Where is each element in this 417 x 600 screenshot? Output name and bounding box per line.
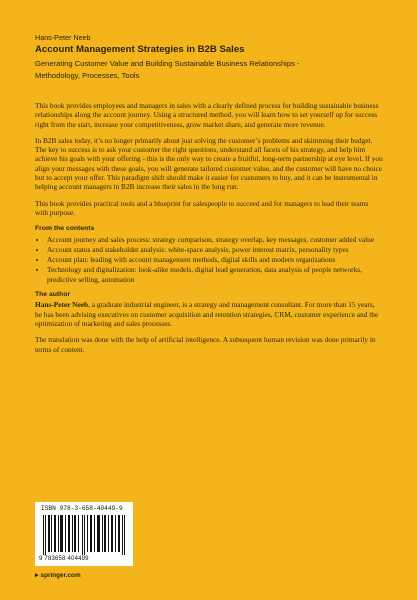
contents-heading: From the contents <box>35 225 95 233</box>
author-bio-name: Hans-Peter Neeb <box>35 300 89 310</box>
publisher-url: springer.com <box>40 571 81 579</box>
author-name-top: Hans-Peter Neeb <box>35 33 91 42</box>
publisher-link[interactable] <box>35 571 81 579</box>
barcode-bars <box>41 515 127 555</box>
book-subtitle: Generating Customer Value and Building Sustainable Business Relationships - Methodology, Processes, Tools <box>35 59 300 80</box>
contents-item: • Account journey and sales process: strategy comparison, strategy overlap, key messages, customer added value <box>47 235 383 244</box>
barcode-number: 9 783658 404499 <box>39 556 89 562</box>
author-bio <box>35 300 383 328</box>
blurb-paragraph-3: This book provides practical tools and a blueprint for salespeople to succeed and for managers to lead their teams with purpose. <box>35 198 369 217</box>
contents-item: • Account status and stakeholder analysis: white-space analysis, power interest matrix, personality types <box>47 245 383 254</box>
book-title: Account Management Strategies in B2B Sales <box>35 44 245 55</box>
translation-note: The translation was done with the help of artificial intelligence. A subsequent human revision was done primarily in terms of content. <box>35 335 376 354</box>
author-bio-text: , a graduate industrial engineer, is a strategy and management consultant. For more than 15 years, he has been advising executives on customer acquisition and retention strategies, CRM, customer experience and the optimization of marketing and sales processes. <box>35 300 379 328</box>
blurb-text <box>35 101 383 361</box>
arrow-right-icon: ▸ <box>35 572 39 579</box>
isbn-label: ISBN 978-3-658-40449-9 <box>41 505 123 512</box>
blurb-paragraph-2: In B2B sales today, it’s no longer primarily about just solving the customer’s problems and skimming their budget. The key to success is to ask your customer the right questions, understand all facets of his strategy, and help him achieve his goals with your offering - this is the only way to create a fruitful, long-term partnership at eye level. If you align your messages with these goals, you will generate tailored customer value, and the customer will have no choice but to accept your offer. This paradigm shift should make it easier for customers to buy, and it can be instrumental in helping account managers in B2B increase their sales in the long run. <box>35 135 383 192</box>
author-heading: The author <box>35 291 71 299</box>
contents-item: • Technology and digitalization: look-alike models, digital lead generation, data analysis of people networks, predictive selling, automation <box>47 265 383 284</box>
contents-item: • Account plan: leading with account management methods, digital skills and modern organizations <box>47 255 383 264</box>
isbn-barcode <box>35 502 133 566</box>
contents-list <box>35 235 383 284</box>
blurb-paragraph-1: This book provides employees and managers in sales with a clearly defined process for building sustainable business relationships along the account journey. Using a structured method, you will learn how to set yourself up for success right from the start, increase your competitiveness, grow market share, and generate more revenue. <box>35 101 379 129</box>
